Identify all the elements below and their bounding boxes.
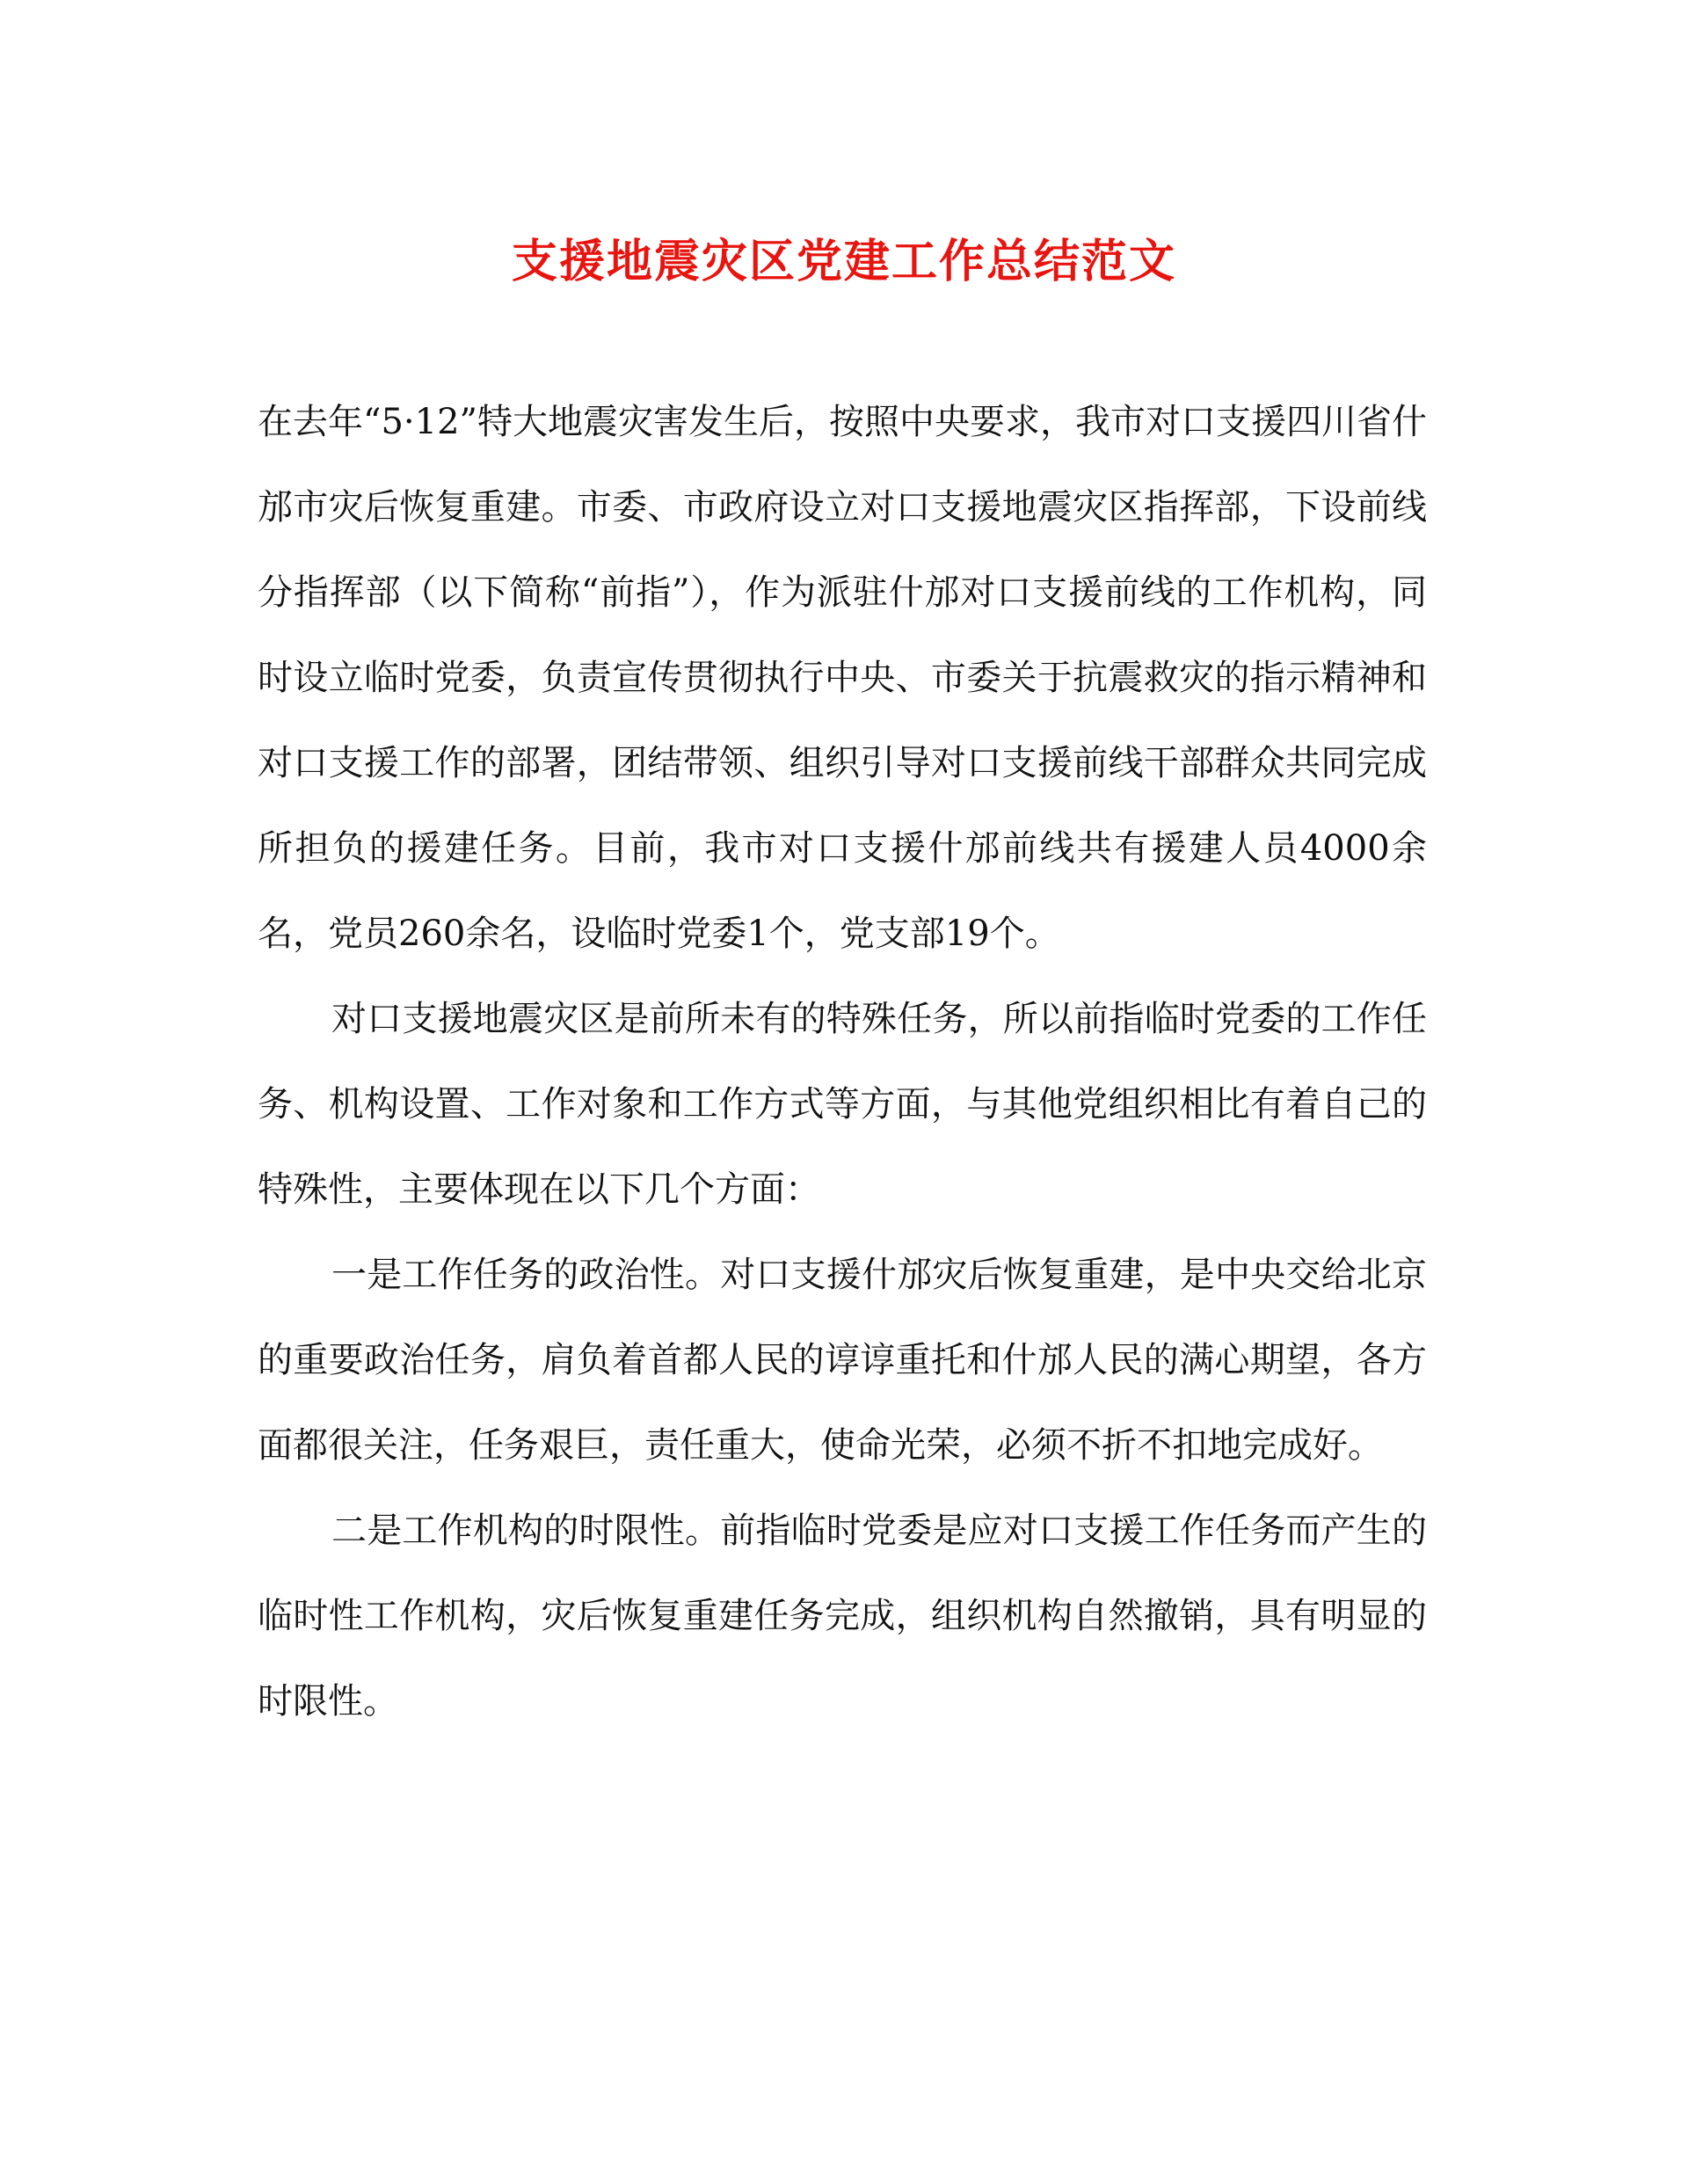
document-title: 支援地震灾区党建工作总结范文 xyxy=(511,235,1176,288)
paragraph-special-task: 对口支援地震灾区是前所未有的特殊任务，所以前指临时党委的工作任务、机构设置、工作对象和工作方式等方面，与其他党组织相比有着自己的特殊性，主要体现在以下几个方面： xyxy=(258,999,1427,1210)
paragraph-time-limit: 二是工作机构的时限性。前指临时党委是应对口支援工作任务而产生的临时性工作机构，灾后恢复重建任务完成，组织机构自然撤销，具有明显的时限性。 xyxy=(258,1511,1427,1722)
document-body xyxy=(258,380,1427,1744)
paragraph-intro: 在去年“5·12”特大地震灾害发生后，按照中央要求，我市对口支援四川省什邡市灾后恢复重建。市委、市政府设立对口支援地震灾区指挥部，下设前线分指挥部（以下简称“前指”），作为派驻什邡对口支援前线的工作机构，同时设立临时党委，负责宣传贯彻执行中央、市委关于抗震救灾的指示精神和对口支援工作的部署，团结带领、组织引导对口支援前线干部群众共同完成所担负的援建任务。目前，我市对口支援什邡前线共有援建人员4000余名，党员260余名，设临时党委1个，党支部19个。 xyxy=(258,402,1427,954)
paragraph-political-nature: 一是工作任务的政治性。对口支援什邡灾后恢复重建，是中央交给北京的重要政治任务，肩负着首都人民的谆谆重托和什邡人民的满心期望，各方面都很关注，任务艰巨，责任重大，使命光荣，必须不折不扣地完成好。 xyxy=(258,1255,1427,1466)
